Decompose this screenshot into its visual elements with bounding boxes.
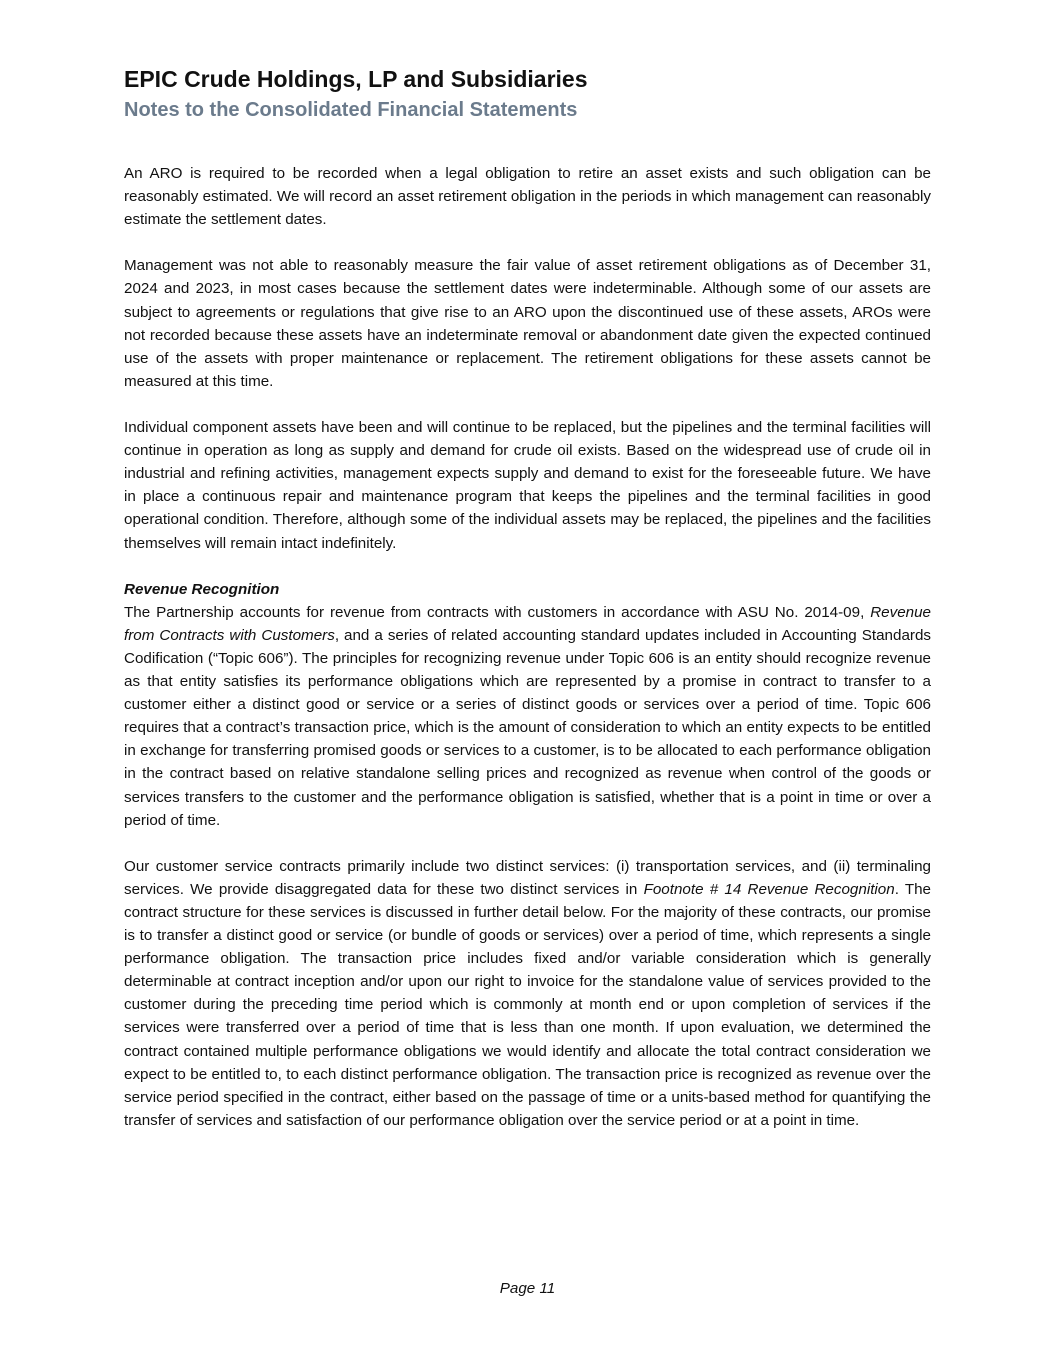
customer-contracts-paragraph — [124, 855, 931, 1132]
topic-606-text-end: , and a series of related accounting standard updates included in Accounting Standards Codification (“Topic 606”). The principles for recognizing revenue under Topic 606 is an entity should recognize revenue as that entity satisfies its performance obligations which are represented by a promise in contract to transfer to a customer either a distinct good or service or a series of distinct goods or services over a period of time. Topic 606 requires that a contract’s transaction price, which is the amount of consideration to which an entity expects to be entitled in exchange for transferring promised goods or services to a customer, is to be allocated to each performance obligation in the contract based on relative standalone selling prices and recognized as revenue when control of the goods or services transfers to the customer and the performance obligation is satisfied, whether that is a point in time or over a period of time. — [124, 626, 931, 829]
component-assets-paragraph: Individual component assets have been and will continue to be replaced, but the pipelines and the terminal facilities will continue in operation as long as supply and demand for crude oil exists. Based on the widespread use of crude oil in industrial and refining activities, management expects supply and demand to exist for the foreseeable future. We have in place a continuous repair and maintenance program that keeps the pipelines and the terminal facilities in good operational condition. Therefore, although some of the individual assets may be replaced, the pipelines and the facilities themselves will remain intact indefinitely. — [124, 419, 931, 552]
topic-606-standard-title: Revenue from Contracts with Customers — [124, 603, 931, 644]
aro-measurement-paragraph: Management was not able to reasonably measure the fair value of asset retirement obligations as of December 31, 2024 and 2023, in most cases because the settlement dates were indeterminable. Although some of our assets are subject to agreements or regulations that give rise to an ARO upon the discontinued use of these assets, AROs were not recorded because these assets have an indeterminate removal or abandonment date given the expected continued use of the assets with proper maintenance or replacement. The retirement obligations for these assets cannot be measured at this time. — [124, 257, 931, 390]
page-number: Page 11 — [499, 1280, 556, 1297]
customer-contracts-text-end: . The contract structure for these services is discussed in further detail below. For the majority of these contracts, our promise is to transfer a distinct good or service (or bundle of goods or services) over a period of time, which represents a single performance obligation. The transaction price includes fixed and/or variable consideration which is generally determinable at contract inception and/or upon our right to invoice for the standalone value of services provided to the customer during the preceding time period which is commonly at month end or upon completion of services if the services were transferred over a period of time that is less than one month. If upon evaluation, we determined the contract contained multiple performance obligations we would identify and allocate the total contract consideration we expect to be entitled to, to each distinct performance obligation. The transaction price is recognized as revenue over the service period specified in the contract, either based on the passage of time or a units-based method for quantifying the transfer of services and satisfaction of our performance obligation over the service period or at a point in time. — [124, 880, 932, 1129]
footnote-reference: Footnote # 14 Revenue Recognition — [643, 880, 895, 898]
topic-606-paragraph — [124, 601, 931, 832]
notes-body — [124, 162, 931, 1132]
aro-definition-paragraph: An ARO is required to be recorded when a legal obligation to retire an asset exists and such obligation can be reasonably estimated. We will record an asset retirement obligation in the periods in which management can reasonably estimate the settlement dates. — [124, 165, 931, 229]
company-title: EPIC Crude Holdings, LP and Subsidiaries — [124, 66, 588, 92]
document-page — [124, 62, 931, 1132]
statement-subtitle: Notes to the Consolidated Financial Statements — [124, 99, 578, 121]
customer-contracts-text-start: Our customer service contracts primarily include two distinct services: (i) transportation services, and (ii) terminaling services. We provide disaggregated data for these two distinct services in — [124, 857, 931, 898]
revenue-recognition-heading: Revenue Recognition — [124, 580, 280, 598]
topic-606-text-start: The Partnership accounts for revenue from contracts with customers in accordance with ASU No. 2014-09, — [124, 603, 871, 621]
